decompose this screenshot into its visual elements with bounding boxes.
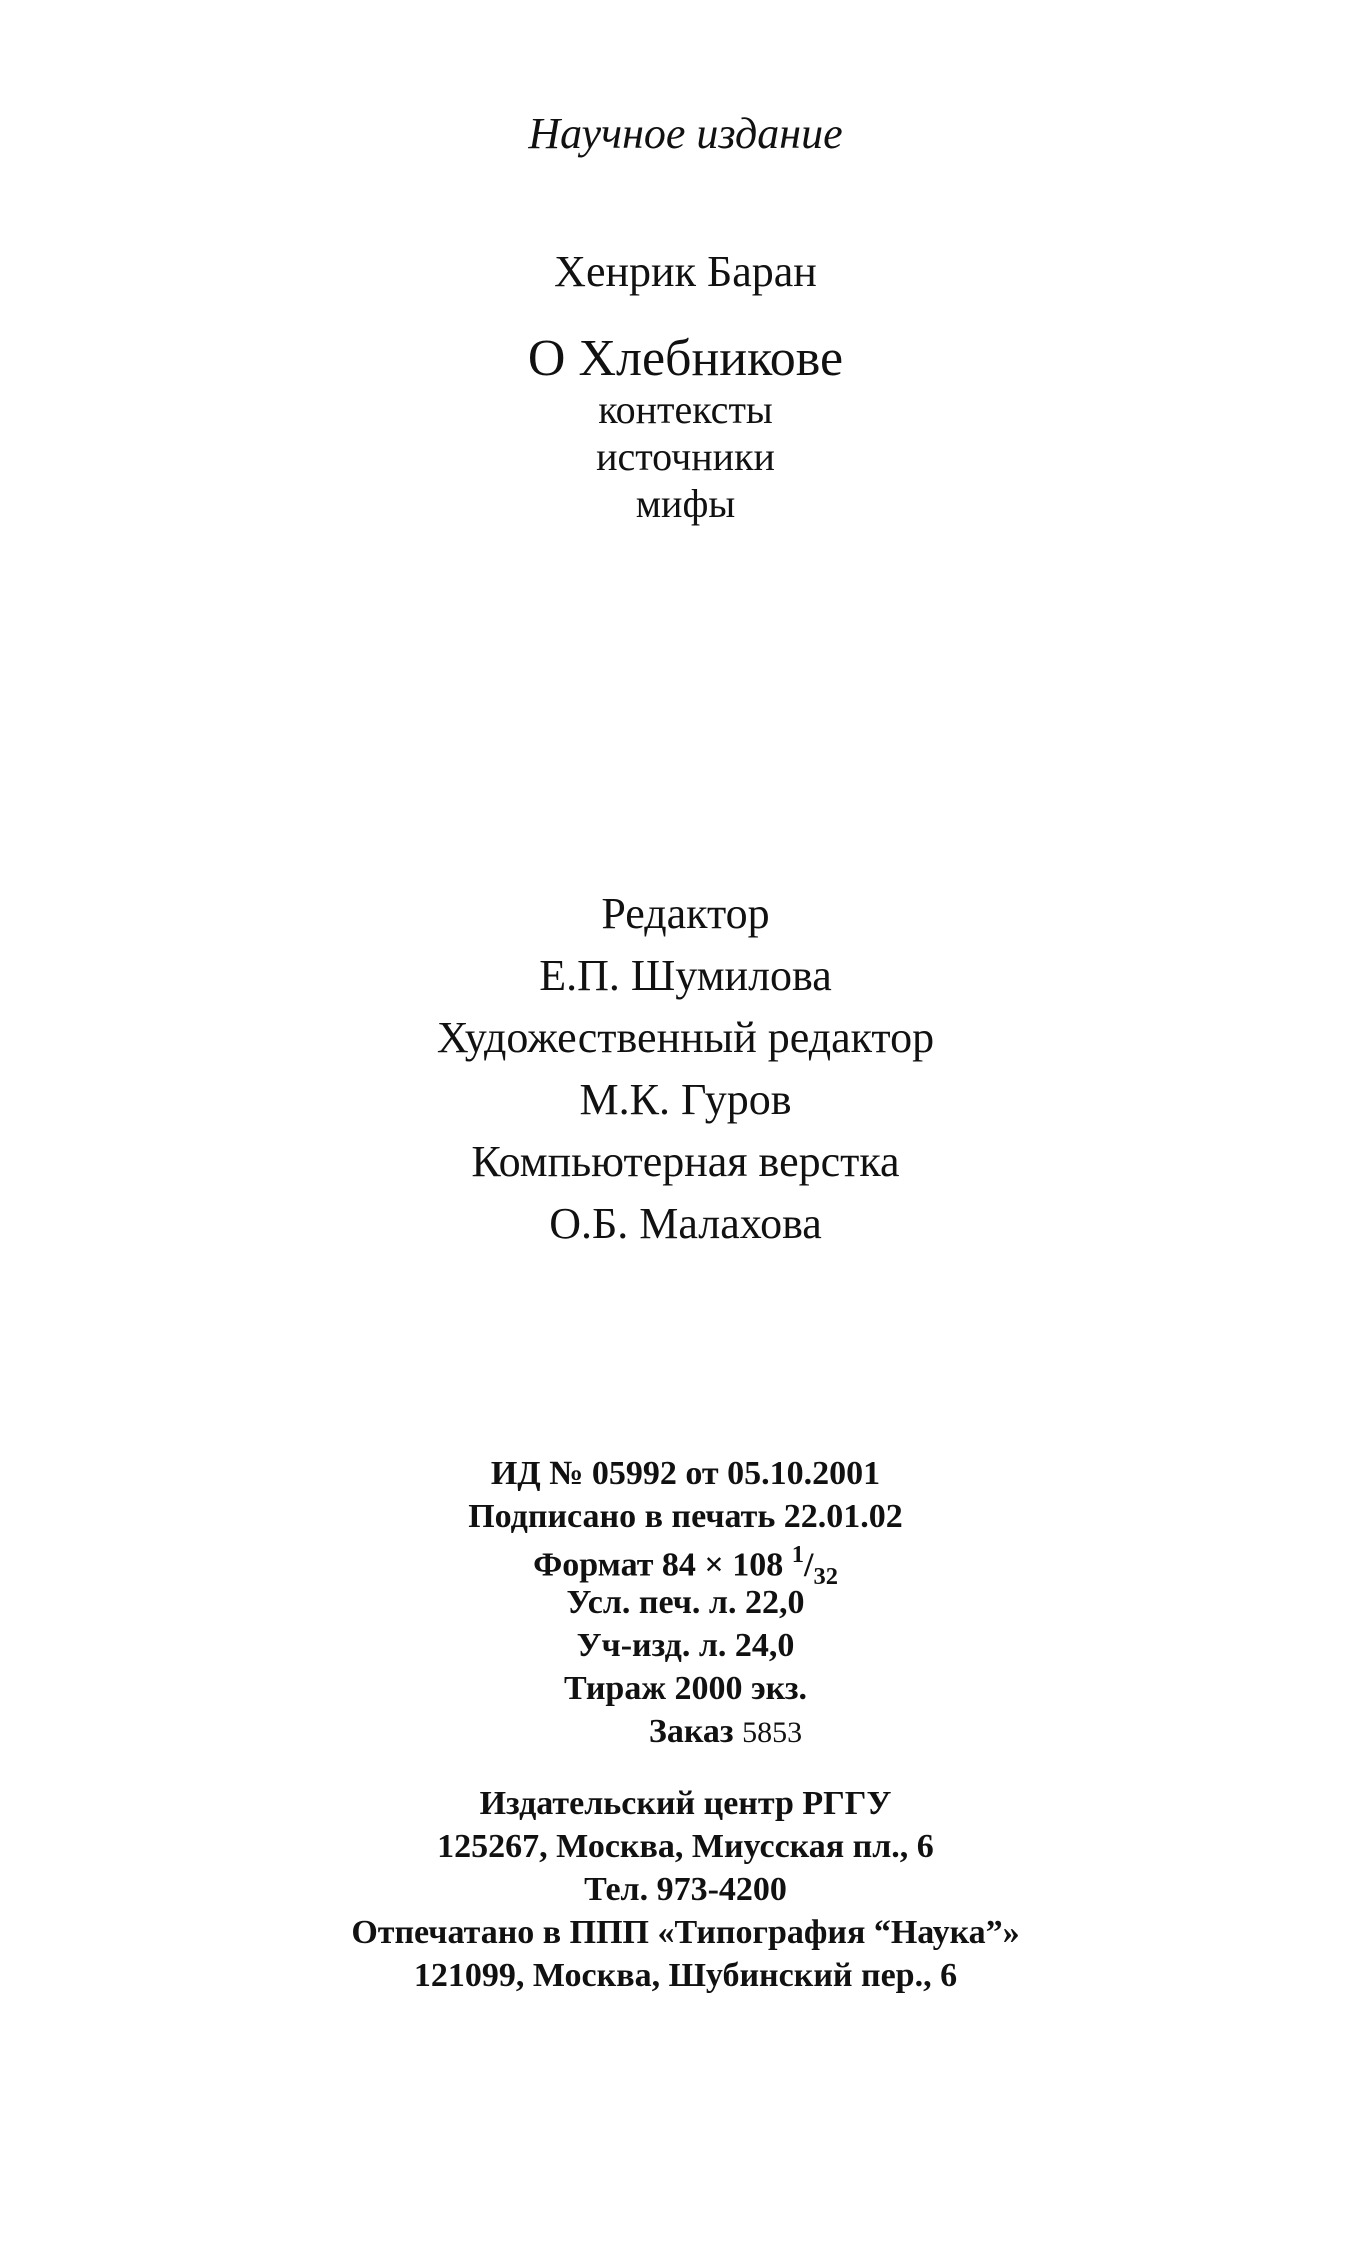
format-denominator: 32 bbox=[813, 1563, 838, 1591]
license-line: ИД № 05992 от 05.10.2001 bbox=[490, 1455, 881, 1492]
editor-name: Е.П. Шумилова bbox=[539, 951, 832, 1000]
printer-address: 121099, Москва, Шубинский пер., 6 bbox=[413, 1957, 958, 1994]
order-line bbox=[0, 1715, 1371, 1749]
format-slash: / bbox=[804, 1546, 814, 1584]
subtitle-line-3: мифы bbox=[635, 481, 736, 526]
print-sheets-line: Усл. печ. л. 22,0 bbox=[566, 1584, 805, 1621]
format-prefix: Формат 84 × 108 bbox=[533, 1546, 792, 1584]
format-line bbox=[0, 1543, 1371, 1590]
book-title: О Хлебникове bbox=[527, 330, 844, 387]
art-editor-name: М.К. Гуров bbox=[579, 1075, 792, 1124]
layout-name: О.Б. Малахова bbox=[549, 1199, 822, 1248]
format-numerator: 1 bbox=[791, 1541, 805, 1568]
layout-role: Компьютерная верстка bbox=[471, 1137, 900, 1186]
subtitle-line-2: источники bbox=[596, 434, 775, 479]
order-label: Заказ bbox=[648, 1713, 734, 1750]
series-label: Научное издание bbox=[528, 109, 843, 158]
order-number: 5853 bbox=[742, 1716, 803, 1749]
signed-line: Подписано в печать 22.01.02 bbox=[468, 1498, 903, 1535]
publisher-name: Издательский центр РГГУ bbox=[479, 1785, 892, 1822]
publisher-phone: Тел. 973-4200 bbox=[584, 1871, 787, 1908]
printed-by-line: Отпечатано в ППП «Типография “Наука”» bbox=[351, 1914, 1020, 1951]
publisher-address: 125267, Москва, Миусская пл., 6 bbox=[437, 1828, 934, 1865]
circulation-line: Тираж 2000 экз. bbox=[564, 1670, 807, 1707]
subtitle-line-1: контексты bbox=[598, 387, 773, 432]
author-name: Хенрик Баран bbox=[554, 247, 817, 296]
publisher-sheets-line: Уч-изд. л. 24,0 bbox=[576, 1627, 795, 1664]
art-editor-role: Художественный редактор bbox=[436, 1013, 935, 1062]
editor-role: Редактор bbox=[601, 889, 770, 938]
